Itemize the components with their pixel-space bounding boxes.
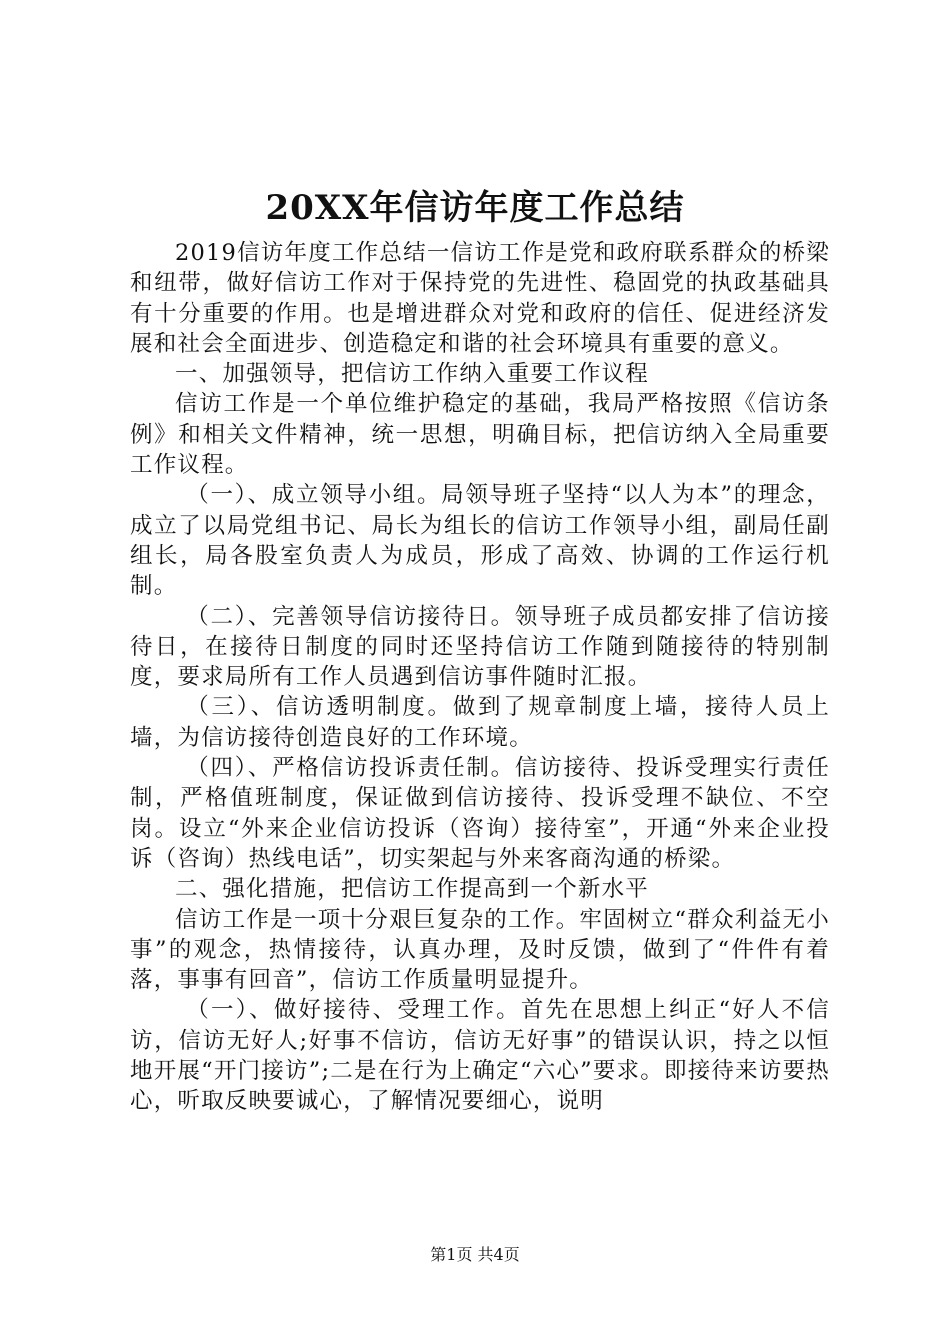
paragraph-intro: 2019信访年度工作总结一信访工作是党和政府联系群众的桥梁和纽带，做好信访工作对于保持党的先进性、稳固党的执政基础具有十分重要的作用。也是增进群众对党和政府的信任、促进经济发展和社会全面进步、创造稳定和谐的社会环境具有重要的意义。 <box>130 240 830 357</box>
paragraph-item-2-1: （一）、做好接待、受理工作。首先在思想上纠正“好人不信访，信访无好人;好事不信访，信访无好事”的错误认识，持之以恒地开展“开门接访”;二是在行为上确定“六心”要求。即接待来访要热心，听取反映要诚心，了解情况要细心，说明 <box>130 997 830 1115</box>
document-title: 20XX年信访年度工作总结 <box>265 188 685 228</box>
paragraph-section-1: 信访工作是一个单位维护稳定的基础，我局严格按照《信访条例》和相关文件精神，统一思想，明确目标，把信访纳入全局重要工作议程。 <box>130 391 830 479</box>
paragraph-item-1-2: （二）、完善领导信访接待日。领导班子成员都安排了信访接待日，在接待日制度的同时还坚持信访工作随到随接待的特别制度，要求局所有工作人员遇到信访事件随时汇报。 <box>130 603 830 691</box>
document-body <box>130 238 830 1117</box>
paragraph-item-1-3: （三）、信访透明制度。做到了规章制度上墙，接待人员上墙，为信访接待创造良好的工作环境。 <box>130 694 830 751</box>
section-heading-1: 一、加强领导，把信访工作纳入重要工作议程 <box>175 361 650 388</box>
paragraph-item-1-4: （四）、严格信访投诉责任制。信访接待、投诉受理实行责任制，严格值班制度，保证做到信访接待、投诉受理不缺位、不空岗。设立“外来企业信访投诉（咨询）接待室”，开通“外来企业投诉（咨询）热线电话”，切实架起与外来客商沟通的桥梁。 <box>130 755 830 872</box>
section-heading-2: 二、强化措施，把信访工作提高到一个新水平 <box>175 876 650 903</box>
paragraph-section-2: 信访工作是一项十分艰巨复杂的工作。牢固树立“群众利益无小事”的观念，热情接待，认真办理，及时反馈，做到了“件件有着落，事事有回音”，信访工作质量明显提升。 <box>130 906 830 994</box>
paragraph-item-1-1: （一）、成立领导小组。局领导班子坚持“以人为本”的理念，成立了以局党组书记、局长为组长的信访工作领导小组，副局任副组长，局各股室负责人为成员，形成了高效、协调的工作运行机制。 <box>130 482 830 600</box>
page-number-footer: 第1页 共4页 <box>430 1245 520 1264</box>
